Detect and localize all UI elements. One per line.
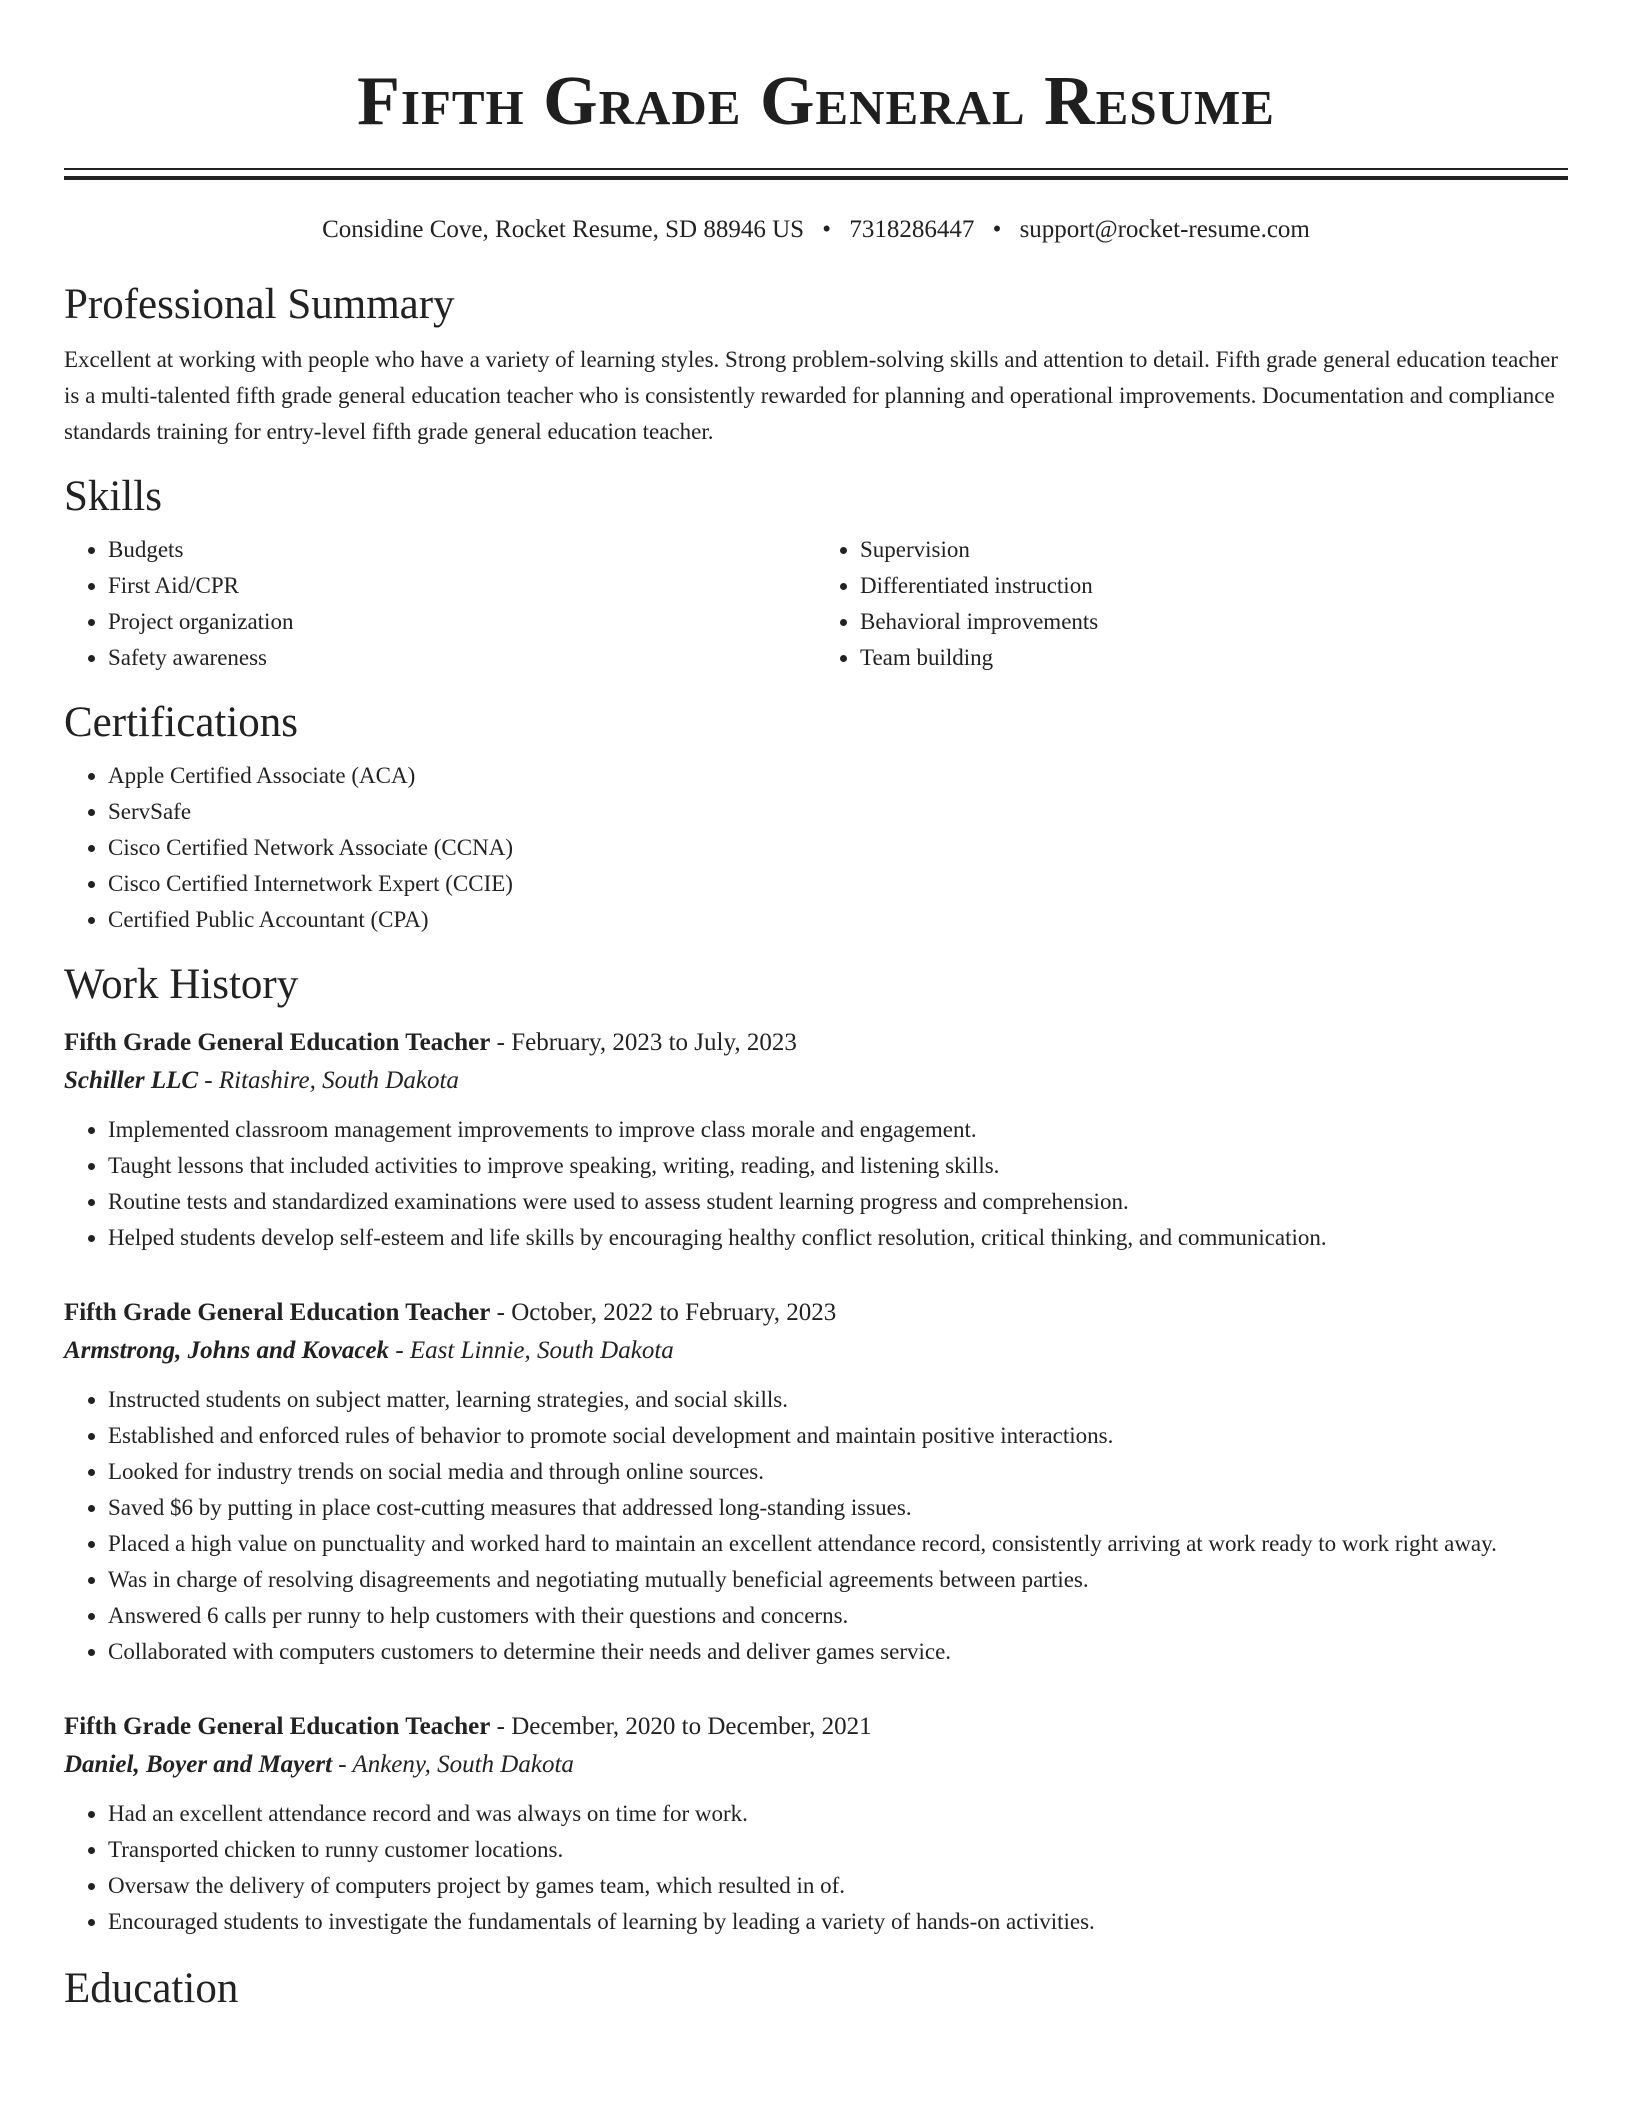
skill-item: • Project organization <box>108 604 816 640</box>
job-bullet: • Taught lessons that included activities to improve speaking, writing, reading, and listening skills. <box>108 1148 1568 1184</box>
job-title-line <box>64 1708 1568 1746</box>
job-title: Fifth Grade General Education Teacher <box>64 1299 491 1326</box>
job-bullets <box>64 1112 1568 1256</box>
job-bullet: • Oversaw the delivery of computers project by games team, which resulted in of. <box>108 1868 1568 1904</box>
job-bullet: • Helped students develop self-esteem and life skills by encouraging healthy conflict resolution, critical thinking, and communication. <box>108 1220 1568 1256</box>
job-bullet: • Had an excellent attendance record and was always on time for work. <box>108 1796 1568 1832</box>
contact-email[interactable]: support@rocket-resume.com <box>1019 216 1310 243</box>
skills-section <box>64 472 1568 676</box>
job-bullets <box>64 1796 1568 1940</box>
summary-section <box>64 280 1568 450</box>
work-history-section <box>64 960 1568 1940</box>
job-entry <box>64 1024 1568 1256</box>
contact-separator: • <box>992 216 1002 243</box>
company-location: - Ankeny, South Dakota <box>332 1751 574 1778</box>
title-divider <box>64 168 1568 180</box>
skills-grid <box>64 532 1568 676</box>
certifications-section <box>64 698 1568 938</box>
skill-item: • First Aid/CPR <box>108 568 816 604</box>
certifications-list <box>64 758 1568 938</box>
resume-page <box>64 0 1568 2014</box>
company-name: Daniel, Boyer and Mayert <box>64 1751 333 1778</box>
certification-item: • Cisco Certified Internetwork Expert (CCIE) <box>108 866 1568 902</box>
education-heading: Education <box>64 1965 239 2012</box>
skill-item: • Budgets <box>108 532 816 568</box>
certifications-heading: Certifications <box>64 699 299 746</box>
company-name: Schiller LLC <box>64 1067 199 1094</box>
education-section <box>64 1964 1568 2014</box>
skill-item: • Supervision <box>860 532 1568 568</box>
job-title-line <box>64 1294 1568 1332</box>
job-bullet: • Established and enforced rules of behavior to promote social development and maintain positive interactions. <box>108 1418 1568 1454</box>
summary-heading: Professional Summary <box>64 281 455 328</box>
job-title-line <box>64 1024 1568 1062</box>
job-bullet: • Transported chicken to runny customer locations. <box>108 1832 1568 1868</box>
skill-item: • Behavioral improvements <box>860 604 1568 640</box>
certification-item: • ServSafe <box>108 794 1568 830</box>
certification-item: • Cisco Certified Network Associate (CCNA) <box>108 830 1568 866</box>
skills-list-left <box>64 532 816 676</box>
contact-line <box>64 214 1568 246</box>
job-bullets <box>64 1382 1568 1670</box>
job-bullet: • Encouraged students to investigate the fundamentals of learning by leading a variety of hands-on activities. <box>108 1904 1568 1940</box>
company-line <box>64 1332 1568 1370</box>
certification-item: • Certified Public Accountant (CPA) <box>108 902 1568 938</box>
job-bullet: • Collaborated with computers customers to determine their needs and deliver games service. <box>108 1634 1568 1670</box>
company-location: - Ritashire, South Dakota <box>198 1067 459 1094</box>
job-bullet: • Saved $6 by putting in place cost-cutting measures that addressed long-standing issues. <box>108 1490 1568 1526</box>
company-location: - East Linnie, South Dakota <box>389 1337 674 1364</box>
job-dates: - October, 2022 to February, 2023 <box>490 1299 837 1326</box>
job-entry <box>64 1708 1568 1940</box>
resume-title: Fifth Grade General Resume <box>357 63 1275 140</box>
job-title: Fifth Grade General Education Teacher <box>64 1713 491 1740</box>
skill-item: • Differentiated instruction <box>860 568 1568 604</box>
job-bullet: • Looked for industry trends on social media and through online sources. <box>108 1454 1568 1490</box>
skill-item: • Safety awareness <box>108 640 816 676</box>
job-title: Fifth Grade General Education Teacher <box>64 1029 491 1056</box>
contact-separator: • <box>822 216 832 243</box>
job-bullet: • Placed a high value on punctuality and worked hard to maintain an excellent attendance record, consistently arriving at work ready to work right away. <box>108 1526 1568 1562</box>
contact-phone: 7318286447 <box>849 216 975 243</box>
job-dates: - December, 2020 to December, 2021 <box>490 1713 872 1740</box>
certification-item: • Apple Certified Associate (ACA) <box>108 758 1568 794</box>
job-bullet: • Instructed students on subject matter, learning strategies, and social skills. <box>108 1382 1568 1418</box>
job-dates: - February, 2023 to July, 2023 <box>490 1029 797 1056</box>
skills-list-right <box>816 532 1568 676</box>
company-name: Armstrong, Johns and Kovacek <box>64 1337 390 1364</box>
job-bullet: • Implemented classroom management improvements to improve class morale and engagement. <box>108 1112 1568 1148</box>
job-bullet: • Was in charge of resolving disagreements and negotiating mutually beneficial agreements between parties. <box>108 1562 1568 1598</box>
contact-address: Considine Cove, Rocket Resume, SD 88946 US <box>322 216 805 243</box>
work-history-heading: Work History <box>64 961 299 1008</box>
skills-heading: Skills <box>64 473 162 520</box>
company-line <box>64 1062 1568 1100</box>
job-bullet: • Routine tests and standardized examinations were used to assess student learning progress and comprehension. <box>108 1184 1568 1220</box>
summary-text: Excellent at working with people who have a variety of learning styles. Strong problem-solving skills and attention to detail. Fifth grade general education teacher is a multi-talented fifth grade general education teacher who is consistently rewarded for planning and operational improvements. Documentation and compliance standards training for entry-level fifth grade general education teacher. <box>64 347 1558 444</box>
job-entry <box>64 1294 1568 1670</box>
job-bullet: • Answered 6 calls per runny to help customers with their questions and concerns. <box>108 1598 1568 1634</box>
skill-item: • Team building <box>860 640 1568 676</box>
company-line <box>64 1746 1568 1784</box>
